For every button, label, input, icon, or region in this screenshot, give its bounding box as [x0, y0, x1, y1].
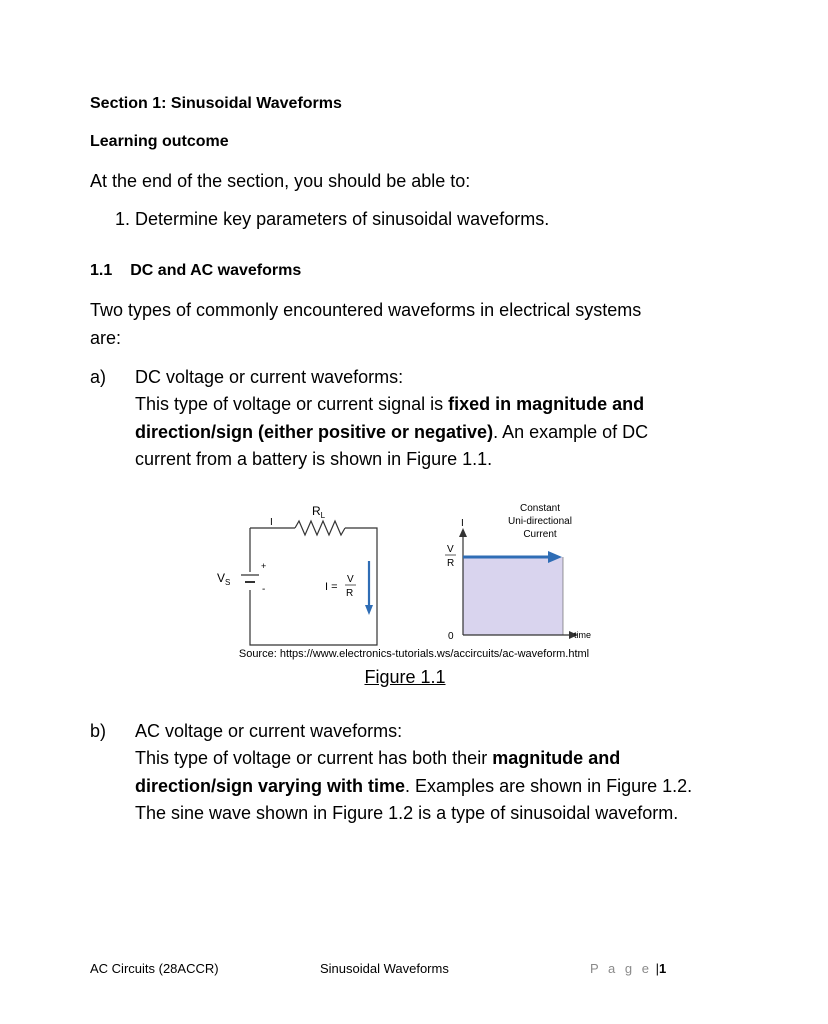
footer-center: Sinusoidal Waveforms — [320, 961, 449, 976]
battery-plus: + — [261, 561, 267, 571]
graph-annotation-line2: Uni-directional — [508, 516, 572, 527]
graph-x-axis-label: time — [574, 630, 592, 640]
source-label: $V_S$ — [217, 571, 231, 587]
graph-fill — [463, 557, 563, 635]
learning-outcome-heading: Learning outcome — [90, 133, 229, 150]
item-a-bold: fixed in magnitude and direction/sign (either positive or negative) — [135, 394, 645, 442]
subsection-number: 1.1 — [90, 262, 113, 279]
section-title: Section 1: Sinusoidal Waveforms — [90, 95, 342, 112]
item-b-label: b) — [90, 721, 107, 741]
formula-numerator: V — [347, 574, 354, 585]
figure-source: Source: https://www.electronics-tutorials.ws/accircuits/ac-waveform.html — [238, 648, 590, 660]
graph-y-axis-label: I — [461, 518, 464, 529]
footer-left: AC Circuits (28ACCR) — [90, 961, 219, 976]
circuit-diagram — [217, 504, 377, 645]
circuit-current-label: I — [270, 517, 273, 528]
intro-text: At the end of the section, you should be able to: — [90, 171, 471, 191]
circuit-wire — [250, 528, 377, 645]
footer-page — [590, 961, 666, 976]
item-a-paragraph — [135, 391, 695, 474]
current-arrowhead — [365, 605, 373, 615]
item-a-text-before: This type of voltage or current signal is — [135, 394, 449, 414]
item-b-paragraph — [135, 745, 695, 828]
battery-minus: - — [262, 584, 266, 595]
item-a-heading: DC voltage or current waveforms: — [135, 367, 404, 387]
subsection-title: DC and AC waveforms — [130, 262, 302, 279]
graph-origin: 0 — [448, 631, 454, 642]
item-b-heading: AC voltage or current waveforms: — [135, 721, 403, 741]
item-a-text-after: . An example of DC current from a battery is shown in Figure 1.1. — [135, 421, 649, 469]
graph-level-numerator: V — [447, 544, 454, 555]
formula-denominator: R — [346, 588, 354, 599]
figure-caption: Figure 1.1 — [364, 667, 446, 687]
graph-level-denominator: R — [447, 558, 455, 569]
resistor-label: $R_L$ — [312, 504, 326, 520]
figure-1-1 — [217, 495, 605, 645]
graph-annotation-line1: Constant — [519, 503, 561, 514]
types-intro-line2: are: — [90, 328, 122, 348]
footer-page-number: 1 — [658, 961, 667, 976]
outcome-item — [115, 206, 549, 234]
item-b-bold: magnitude and direction/sign varying with time — [135, 748, 621, 796]
graph-annotation-line3: Current — [523, 529, 557, 540]
y-axis-arrowhead — [459, 528, 467, 537]
footer-separator: | — [655, 961, 659, 976]
outcome-number: 1. — [115, 209, 131, 229]
footer-page-label: P a g e — [590, 961, 652, 976]
resistor-zigzag — [295, 521, 345, 535]
outcome-text: Determine key parameters of sinusoidal waveforms. — [135, 209, 550, 229]
types-intro-line1: Two types of commonly encountered waveforms in electrical systems — [90, 300, 642, 320]
formula-lhs: I = — [325, 581, 338, 593]
figure-1-1-svg — [217, 495, 605, 645]
item-b-text-before: This type of voltage or current has both their — [135, 748, 493, 768]
subsection-heading — [90, 262, 301, 280]
item-b-text-after: . Examples are shown in Figure 1.2. The sine wave shown in Figure 1.2 is a type of sinusoidal waveform. — [135, 775, 693, 823]
dc-graph — [445, 503, 591, 642]
item-a-label: a) — [90, 367, 107, 387]
